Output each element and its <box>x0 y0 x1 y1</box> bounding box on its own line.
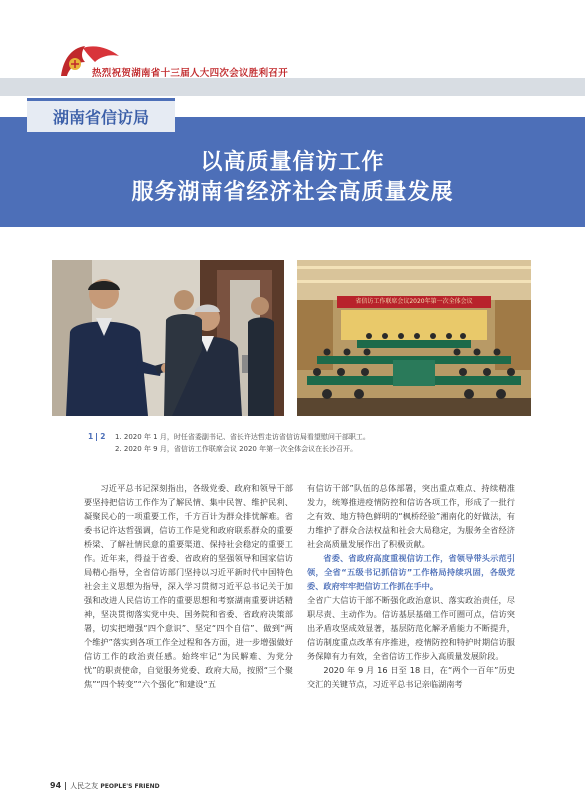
article-paragraph: 习近平总书记深刻指出，各级党委、政府和领导干部要坚持把信访工作作为了解民情、集中民智、维护民利、凝聚民心的一项重要工作，千方百计为群众排忧解难。省委书记许达哲强调，信访工作是党和政府联系群众的重要桥梁、了解社情民意的重要渠道、保持社会稳定的重要工作。近年来，得益于省委、省政府的坚强领导和国家信访局精心指导，全省信访部门坚持以习近平新时代中国特色社会主义思想为指导，深入学习贯彻习近平总书记关于加强和改进人民信访工作的重要思想和考察湖南重要讲话精神，坚决贯彻落实党中央、国务院和省委、省政府决策部署，切实把增强“四个意识”、坚定“四个自信”、做到“两个维护”落实到各项工作全过程和各方面，进一步增强做好信访工作的政治责任感。始终牢记“为民解难、为党分忧”的职责使命，自觉服务党委、政府大局，按照“三个聚焦”“四个转变”“六个强化”和建设“五 <box>84 483 293 689</box>
page-number: 94 <box>50 781 62 790</box>
photo-caption-1: 1. 2020 年 1 月，时任省委副书记、省长许达哲走访省信访局看望慰问干部职工。 <box>115 433 370 441</box>
article-paragraph: 2020 年 9 月 16 日至 18 日，在“两个一百年”历史交汇的关键节点，习近平总书记亲临湖南考 <box>307 665 515 689</box>
article-column-right <box>307 481 515 766</box>
page-footer <box>50 781 160 791</box>
article-paragraph: 全省广大信访干部不断强化政治意识、落实政治责任，尽职尽责、主动作为。信访基层基础工作可圈可点，信访突出矛盾攻坚成效显著，基层防范化解矛盾能力不断提升，信访制度重点改革有序推进，疫情防控和特护时期信访服务保障有力有效，全省信访工作步入高质量发展阶段。 <box>307 595 515 661</box>
article-title-line1: 以高质量信访工作 <box>200 150 385 175</box>
photo-visit <box>52 260 284 416</box>
photo-caption-2: 2. 2020 年 9 月，省信访工作联席会议 2020 年第一次全体会议在长沙召开。 <box>115 445 358 453</box>
top-banner <box>0 0 585 100</box>
meeting-banner-text: 省信访工作联席会议2020年第一次全体会议 <box>355 298 473 305</box>
highlight-paragraph: 省委、省政府高度重视信访工作，省领导带头示范引领，全省“五级书记抓信访”工作格局持续巩固，各级党委、政府牢牢把信访工作抓在手中。 <box>307 553 515 591</box>
caption-numbers <box>88 432 105 441</box>
article-title-line2: 服务湖南省经济社会高质量发展 <box>131 180 454 205</box>
magazine-name-en: PEOPLE'S FRIEND <box>100 783 160 790</box>
caption-number-1: 1 <box>88 432 94 441</box>
caption-number-2: 2 <box>100 432 106 441</box>
magazine-name-cn: 人民之友 <box>70 782 99 790</box>
banner-bar <box>0 78 585 96</box>
banner-text: 热烈祝贺湖南省十三届人大四次会议胜利召开 <box>92 68 289 79</box>
department-label: 湖南省信访局 <box>52 108 149 127</box>
department-tab <box>27 98 175 132</box>
article-column-left <box>84 481 293 766</box>
caption-divider <box>96 433 97 441</box>
footer-divider <box>65 782 66 790</box>
article-paragraph: 有信访干部”队伍的总体部署，突出重点难点、持续精准发力，统筹推进疫情防控和信访各项工作，形成了一批行之有效、地方特色鲜明的“枫桥经验”湘南化的好做法，有力维护了群众合法权益和社会大局稳定，为服务全省经济社会高质量发展作出了积极贡献。 <box>307 483 515 549</box>
photo-meeting <box>297 260 531 416</box>
